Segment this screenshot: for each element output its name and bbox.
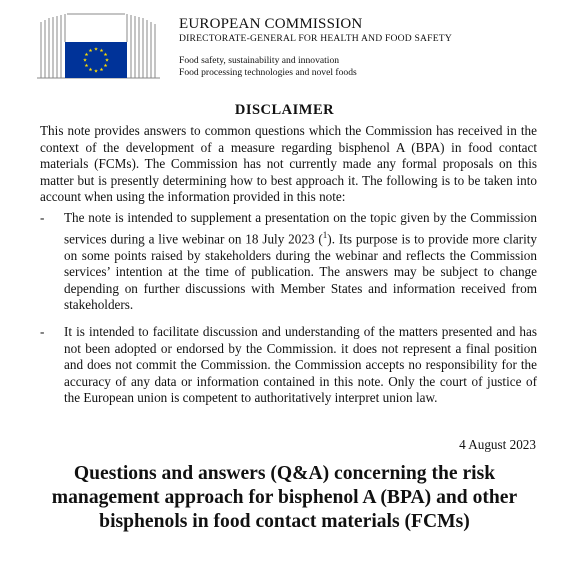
- bullet-dash: -: [40, 323, 45, 339]
- disclaimer-heading: DISCLAIMER: [234, 102, 335, 118]
- bullet-text: ). Its purpose is to provide more clarity on some points raised by stakeholders during the webinar and reflects the Commission services’ intention at the time of publication. The answers may be subject to change depending on further discussions with Member States and information received from stakeholders.: [64, 230, 537, 313]
- document-date: 4 August 2023: [459, 437, 536, 452]
- footnote-reference[interactable]: 1: [322, 229, 328, 240]
- organization-name: EUROPEAN COMMISSION: [179, 16, 363, 32]
- european-commission-logo-icon: [37, 12, 160, 82]
- disclaimer-intro: This note provides answers to common questions which the Commission has received in the context of the development of a measure regarding bisphenol A (BPA) in food contact materials (FCMs). The Commission has not currently made any formal proposals on this matter but is presently determining how to best approach it. The following is to be taken into account when using the information provided in this note:: [40, 123, 537, 205]
- list-item: [40, 324, 537, 407]
- directorate-name: DIRECTORATE-GENERAL FOR HEALTH AND FOOD SAFETY: [179, 33, 452, 44]
- disclaimer-bullet-list: [40, 210, 537, 407]
- document-title: Questions and answers (Q&A) concerning the risk management approach for bisphenol A (BPA) and other bisphenols in food contact materials (FCMs): [51, 463, 518, 532]
- bullet-text: The note is intended to supplement a presentation on the topic given by the Commission services during a live webinar on 18 July 2023 (: [64, 210, 537, 246]
- bullet-dash: -: [40, 210, 45, 225]
- unit-line-2: Food processing technologies and novel foods: [179, 67, 357, 78]
- bullet-text: It is intended to facilitate discussion and understanding of the matters presented and has not been adopted or endorsed by the Commission. it does not represent a final position and does not commit the Commission. the Commission accepts no responsibility for the accuracy of any data or information contained in this note. Only the court of justice of the European union is competent to authoritatively interpret union law.: [64, 323, 537, 406]
- unit-line-1: Food safety, sustainability and innovation: [179, 55, 340, 66]
- organization-block: [179, 16, 452, 79]
- list-item: [40, 210, 537, 314]
